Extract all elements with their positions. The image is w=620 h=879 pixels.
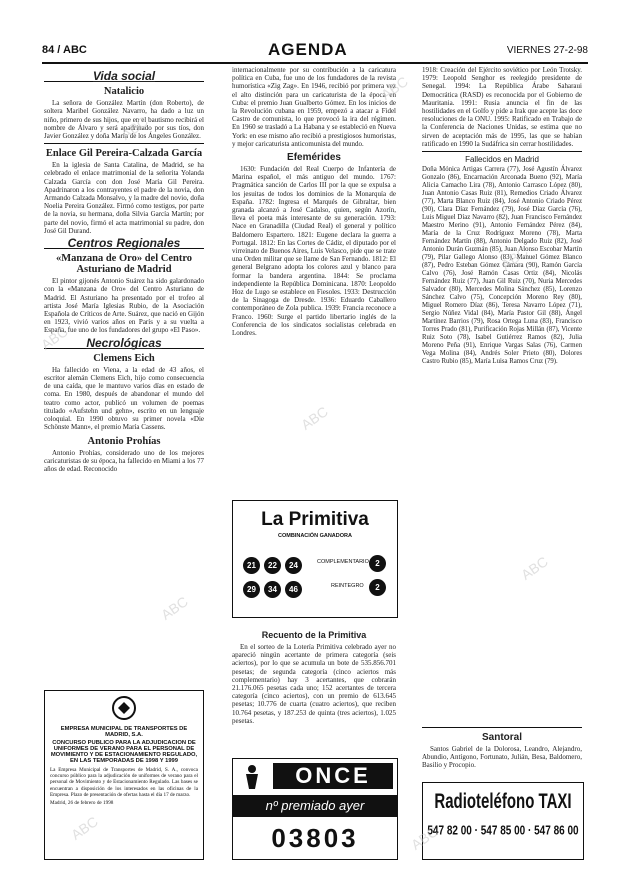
combination-label: COMBINACIÓN GANADORA <box>278 533 352 539</box>
primitiva-logo <box>233 509 397 531</box>
emt-name: EMPRESA MUNICIPAL DE TRANSPORTES DE MADRID, S.A. <box>60 726 188 738</box>
emt-advertisement <box>44 690 204 860</box>
watermark: ABC <box>378 73 411 103</box>
taxi-advertisement <box>422 782 584 860</box>
manzana-text: El pintor gijonés Antonio Suárez ha sido galardonado con la «Manzana de Oro» del Centro Asturiano de Madrid. El Asturiano ha presentado por el trofeo al artista José María Iglesias Rubio, de la Asociación Española de Críticos de Arte. Suárez, que nació en Gijón en 1923, vivió varios años en París y a su vuelta a España, fue uno de los fundadores del grupo «El Paso». <box>44 277 204 335</box>
once-logo <box>233 759 397 793</box>
prohias-continued: internacionalmente por su contribución a la caricatura política en Cuba, fue uno de los fundadores de la revista humorística «Zig Zag». En 1946, recibió por primera vez el alto distinción para un caricaturista de la época en Cuba: el premio Juan Gualberto Gómez. En los inicios de la Revolución cubana en 1959, empezó a atacar a Fidel Castro de comunista, lo que provocó la ira del régimen. En 1960 se trasladó a La Habana y se estableció en Nueva York: en ese mismo año recibió a prestigiosos humoristas, y mejor caricaturista anticomunista del mundo. <box>232 66 396 148</box>
recuento-title: Recuento de la Primitiva <box>261 630 367 640</box>
watermark: ABC <box>518 553 551 583</box>
page-number: 84 / ABC <box>42 44 87 56</box>
primitiva-box <box>232 500 398 618</box>
once-box <box>232 758 398 860</box>
emt-logo-icon <box>45 695 203 726</box>
prohias-title: Antonio Prohías <box>87 435 161 447</box>
right-column <box>422 66 582 368</box>
vida-social-heading: Vida social <box>44 72 204 82</box>
once-name: ONCE <box>273 763 393 789</box>
emt-body: La Empresa Municipal de Transportes de Madrid, S. A., convoca concurso público para la adjudicación de uniformes de verano para el personal de Movimiento y de Estacionamiento Regulado. Las bases se encuentran a disposición de los interesados en las oficinas de la Empresa. Plazo de presentación de ofertas hasta el día 17 de marzo. <box>50 767 198 798</box>
reintegro-number: 2 <box>369 579 386 596</box>
winning-number: 29 <box>243 581 260 598</box>
santoral-title: Santoral <box>481 732 522 743</box>
once-figure-icon <box>241 764 263 790</box>
taxi-name: Radioteléfono TAXI <box>434 789 572 814</box>
natalicio-text: La señora de González Martín (don Roberto), de soltera Maribel González Navarro, ha dado a luz un niño, primero de sus hijos, que en el bautismo recibirá el nombre de Álvaro y será apadrinado por sus tíos, don Javier González y doña María de los Ángeles González. <box>44 99 204 141</box>
reintegro-label: REINTEGRO <box>331 583 364 589</box>
natalicio-title: Natalicio <box>103 86 145 98</box>
complementario-label: COMPLEMENTARIO <box>317 559 369 565</box>
winning-number: 46 <box>285 581 302 598</box>
middle-column <box>232 66 396 339</box>
watermark: ABC <box>158 593 191 623</box>
centros-heading: Centros Regionales <box>44 239 204 249</box>
watermark: ABC <box>498 243 531 273</box>
santoral-section <box>422 724 582 772</box>
divider <box>422 151 582 152</box>
enlace-title: Enlace Gil Pereira-Calzada García <box>45 148 203 160</box>
watermark: ABC <box>38 323 71 353</box>
prohias-text: Antonio Prohías, considerado uno de los mejores caricaturistas de su época, ha fallecido en Miami a los 77 años de edad. Reconocido <box>44 448 204 473</box>
efemerides-title: Efemérides <box>287 152 341 164</box>
efemerides-text: 1630: Fundación del Real Cuerpo de Infantería de Marina español, el más antiguo del mundo. 1767: Pragmática sanción de Carlos III por la que se expulsa a los jesuitas de todos los dominios de la Monarquía de España. 1782: Ingresa el Marqués de Gibraltar, bien granada alcanzó a José Cadalso, quien, según Azorín, lleva el poeta más interesante de su generación. 1793: Nace en Granadilla (Ciudad Real) el general y político Baldomero Espartero. 1821: Eugene declara la guerra a Portugal. 1812: En las Cortes de Cádiz, el diputado por el virreinato de Buenos Aires, Luis Velasco, pide que se trate una Orden militar que se llame de San Fernando. 1812: El general Belgrano adopta los colores azul y blanco para formar la bandera argentina. 1844: Se proclama independiente la República Dominicana. 1870: Leopoldo Hoz de Lugo se establece en Fiesoles. 1933: Destrucción de la Sinagoga de Dresde. 1936: Eduardo Caballero contemporáneo de Zola publica. 1939: Francia reconoce a Franco. 1960: Surge el partido libertario inglés de la Conferencia de los sindicatos socialistas celebrada en Londres. <box>232 165 396 338</box>
recuento-text: En el sorteo de la Lotería Primitiva celebrado ayer no apareció ningún acertante de primera categoría (seis aciertos), por lo que se acumula un bote de 535.856.701 pesetas; de segunda categoría (cinco aciertos más complementario) hay 3 acertantes, que cobrarán 21.176.065 pesetas cada uno; 152 acertantes de tercera categoría (cinco aciertos), con un premio de 613.645 pesetas; 10.776 de cuarta (cuatro aciertos), que reciben 10.764 pesetas, y 187.253 de quinta (tres aciertos), 1.025 pesetas. <box>232 643 396 725</box>
winning-number: 34 <box>264 581 281 598</box>
clemens-text: Ha fallecido en Viena, a la edad de 43 años, el escritor alemán Clemens Eich, hijo como consecuencia de una caída, que le mantuvo varios días en estado de coma. En 1980, después de abandonar el mundo del teatro como actor, publicó un volumen de poemas titulado «Aufstehn und gehn», escrito en un lenguaje coloquial. En 1990 obtuvo su primer novela «Die Schönste Mann», el premio María Cassens. <box>44 365 204 432</box>
watermark: ABC <box>68 813 101 843</box>
emt-headline: CONCURSO PUBLICO PARA LA ADJUDICACION DE UNIFORMES DE VERANO PARA EL PERSONAL DE MOVIMIENTO Y DE ESTACIONAMIENTO REGULADO, EN LAS TEMPORADAS DE 1998 Y 1999 <box>50 740 198 764</box>
winning-number: 24 <box>285 557 302 574</box>
fallecidos-text: Doña Mónica Artigas Carrera (77), José Agustín Álvarez Gonzalo (86), Encarnación Arconada Bueno (92), María Alicia Camacho Lira (78), Antonio Carrasco López (80), Juan Antonio Casas Ruiz (81), Remedios Criado Álvarez (77), Marta Blanco Ruiz (84), José Antonio Criado Pérez (90), Clara Díaz Fernández (79), José Díaz García (76), Luis Miguel Díaz Navarro (82), Juan Francisco Fernández Maestro Merino (91), Antonio Fernández Pérez (84), María de la Cruz Rodríguez Moreno (78), Marta Fernández Martín (88), Antonio Delgado Ruiz (82), José Antonio Durán Guzmán (85), Juan Alonso Escobar Martín (79), Pilar Gallego Alonso (83), Manuel Gómez Blanco (87), Pedro Esteban Gómez Cámara (90), Ramón García Calvo (76), José Ramón Casas Ortiz (84), Nicolás Fernández Ruiz (77), Juan Gil Ruiz (70), Nuria Mercedes Salvador (80), Mercedes Molina Sánchez (85), Lorenzo Sánchez Calvo (75), Concepción Moreno Rey (80), Miguel Romero Díaz (86), Teresa Navarro López (71), Sergio Núñez Vidal (84), María Pastor Gil (88), Ángel Martínez Barrios (79), Rosa Ortega Luna (83), Francisco Torres Prado (81), Purificación Rojas Millán (87), Vicente Ruiz Soto (78), Isabel Gutiérrez Ramos (82), Julia Moreno Peña (91), Enrique Vargas Salas (76), Carmen Vega Molina (84), Andrés Soler Prieto (80), Dolores Castro Rubio (85), María Luisa Ramos Cruz (79). <box>422 166 582 366</box>
watermark: ABC <box>408 823 441 853</box>
watermark: ABC <box>118 113 151 143</box>
manzana-title: «Manzana de Oro» del Centro Asturiano de Madrid <box>55 253 193 276</box>
enlace-text: En la iglesia de Santa Catalina, de Madrid, se ha celebrado el enlace matrimonial de la señorita Yolanda Calzada García con don José María Gil Pereira. Apadrinaron a los contrayentes el padre de la novia, don Armando Calzada Monsalvo, y la madre del novio, doña Noelia Pereira González. Firmó como testigos, por parte de la novia, su hermana, doña Silvia García Martín; por parte del novio, firmó el acta matrimonial su padre, don José Gil Durand. <box>44 161 204 235</box>
complementario-number: 2 <box>369 555 386 572</box>
fallecidos-title: Fallecidos en Madrid <box>465 155 539 165</box>
emt-date: Madrid, 26 de febrero de 1998 <box>50 800 114 807</box>
santoral-text: Santos Gabriel de la Dolorosa, Leandro, Alejandro, Abundio, Antígono, Fortunato, Julián, Besa, Baldomero, Basilio y Procopio. <box>422 745 582 770</box>
watermark: ABC <box>298 403 331 433</box>
taxi-phones: 547 82 00 · 547 85 00 · 547 86 00 <box>427 824 579 839</box>
section-title: AGENDA <box>268 40 348 59</box>
winning-number: 21 <box>243 557 260 574</box>
divider <box>422 727 582 728</box>
once-premio-label: nº premiado ayer <box>233 795 397 817</box>
page-header <box>42 40 588 64</box>
clemens-title: Clemens Eich <box>93 352 155 364</box>
efemerides-continued: 1918: Creación del Ejército soviético por León Trotsky. 1979: Leopold Senghor es reelegido presidente de Senegal. 1994: La República Árabe Saharaui Democrática (RASD) es reconocida por el Gobierno de Mauritania. 1991: Rusia anuncia el fin de las hostilidades en el Golfo y pide a Irak que acepte las doce resoluciones de la ONU. 1995: Ratificado en Trabajo de la Conferencia de Naciones Unidas, se estima que no sirven de aceptación más de 1995, las que se habían ratificado en 1990 la Sudáfrica sin cerrar hostilidades. <box>422 66 582 148</box>
recuento-section <box>232 626 396 727</box>
necrologicas-heading: Necrológicas <box>44 339 204 349</box>
divider <box>44 143 204 144</box>
page-date: VIERNES 27-2-98 <box>506 45 588 56</box>
numbers-row-1 <box>241 555 304 574</box>
winning-number: 22 <box>264 557 281 574</box>
numbers-row-2 <box>241 579 304 598</box>
primitiva-name: La Primitiva <box>261 509 369 530</box>
once-number: 03803 <box>271 823 359 853</box>
